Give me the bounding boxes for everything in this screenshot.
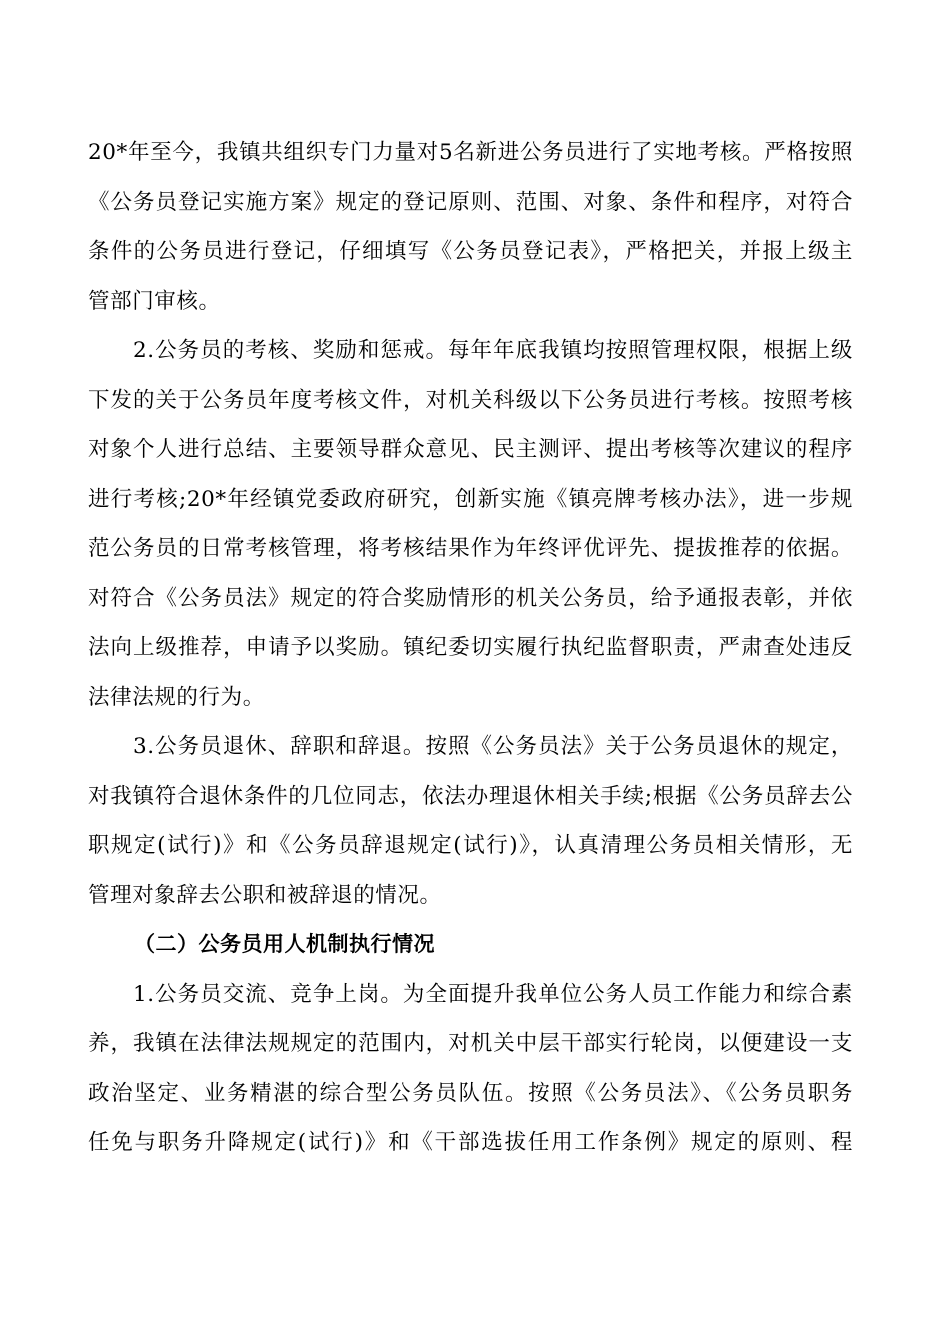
text-line: 任免与职务升降规定(试行)》和《干部选拔任用工作条例》规定的原则、程: [88, 1130, 853, 1155]
text-line: 管部门审核。: [88, 288, 221, 314]
section-heading: （二）公务员用人机制执行情况: [134, 932, 435, 956]
text-line: 法律法规的行为。: [88, 684, 265, 710]
paragraph-retirement: [88, 722, 853, 920]
paragraph-rotation: [88, 970, 853, 1168]
text-line: 进行考核;20*年经镇党委政府研究，创新实施《镇亮牌考核办法》，进一步规: [88, 486, 853, 512]
text-line: 管理对象辞去公职和被辞退的情况。: [88, 882, 442, 908]
paragraph-assessment: [88, 326, 853, 722]
text-line: 对象个人进行总结、主要领导群众意见、民主测评、提出考核等次建议的程序: [88, 437, 853, 462]
text-line: 20*年至今，我镇共组织专门力量对5名新进公务员进行了实地考核。严格按照: [88, 140, 853, 165]
paragraph-registration: [88, 128, 853, 326]
text-line: 1.公务员交流、竞争上岗。为全面提升我单位公务人员工作能力和综合素: [133, 981, 853, 1007]
document-body: [88, 128, 853, 1168]
text-line: 3.公务员退休、辞职和辞退。按照《公务员法》关于公务员退休的规定，: [133, 734, 853, 759]
text-line: 范公务员的日常考核管理，将考核结果作为年终评优评先、提拔推荐的依据。: [88, 536, 853, 561]
text-line: 2.公务员的考核、奖励和惩戒。每年年底我镇均按照管理权限，根据上级: [133, 338, 853, 363]
text-line: 政治坚定、业务精湛的综合型公务员队伍。按照《公务员法》、《公务员职务: [88, 1080, 853, 1106]
text-line: 条件的公务员进行登记，仔细填写《公务员登记表》，严格把关，并报上级主: [88, 239, 853, 264]
text-line: 《公务员登记实施方案》规定的登记原则、范围、对象、条件和程序，对符合: [88, 189, 853, 215]
text-line: 职规定(试行)》和《公务员辞退规定(试行)》，认真清理公务员相关情形，无: [88, 833, 853, 858]
text-line: 下发的关于公务员年度考核文件，对机关科级以下公务员进行考核。按照考核: [88, 387, 853, 413]
text-line: 养，我镇在法律法规规定的范围内，对机关中层干部实行轮岗，以便建设一支: [88, 1031, 853, 1056]
text-line: 对符合《公务员法》规定的符合奖励情形的机关公务员，给予通报表彰，并依: [88, 585, 853, 611]
text-line: 对我镇符合退休条件的几位同志，依法办理退休相关手续;根据《公务员辞去公: [88, 783, 853, 809]
text-line: 法向上级推荐，申请予以奖励。镇纪委切实履行执纪监督职责，严肃查处违反: [88, 635, 853, 660]
